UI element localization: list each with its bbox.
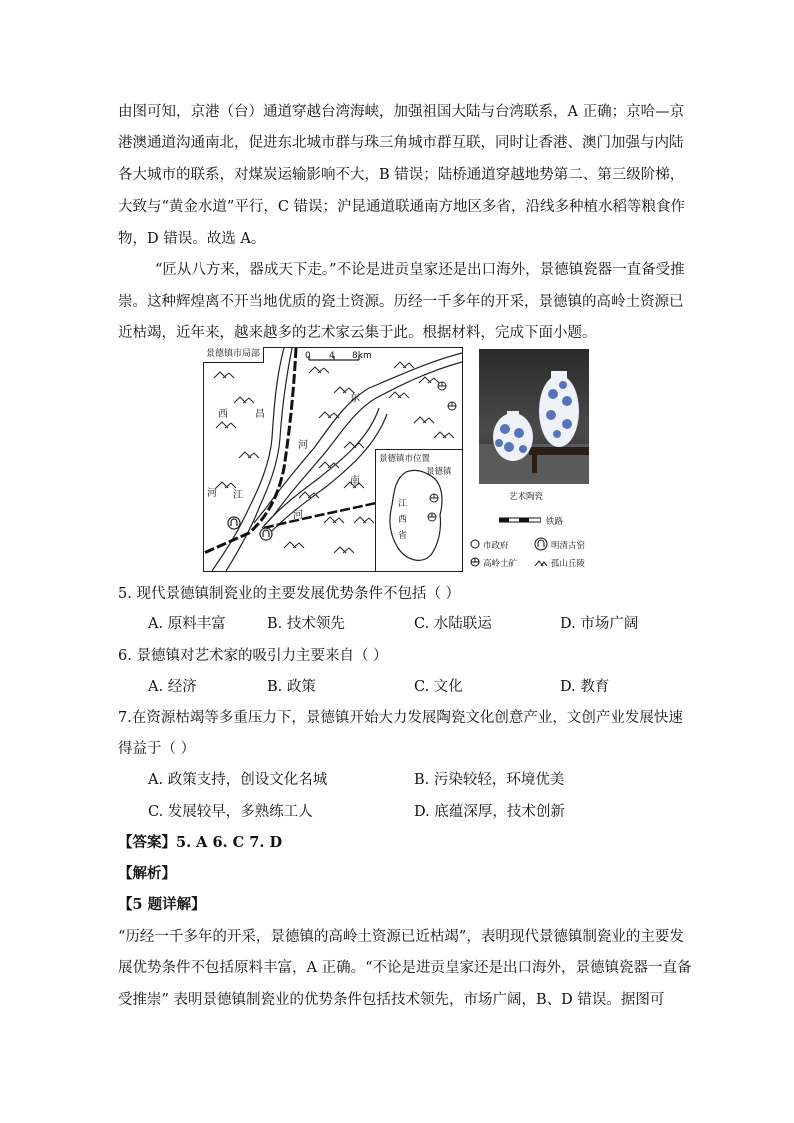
text-line: 由图可知，京港（台）通道穿越台湾海峡，加强祖国大陆与台湾联系，A 正确；京哈—京	[118, 104, 685, 120]
photo-caption: 艺术陶瓷	[509, 492, 544, 502]
place-label: 昌	[255, 409, 265, 420]
text-line: “匠从八方来，器成天下走。”不论是进贡皇家还是出口海外，景德镇瓷器一直备受推	[155, 262, 685, 278]
place-label: 江	[233, 490, 243, 501]
ancient-kiln-icon	[534, 537, 548, 551]
text-line: 港澳通道沟通南北，促进东北城市群与珠三角城市群互联，同时让香港、澳门加强与内陆	[118, 135, 684, 151]
place-label: 河	[298, 440, 308, 451]
question-5-option-a: A. 原料丰富	[148, 616, 226, 632]
text-line: 展优势条件不包括原料丰富，A 正确。“不论是进贡皇家还是出口海外，景德镇瓷器一直备	[118, 960, 692, 976]
question-7-stem: 7.在资源枯竭等多重压力下，景德镇开始大力发展陶瓷文化创意产业，文创产业发展快速	[118, 710, 683, 726]
scale-label: 0	[305, 351, 311, 361]
inset-province-char: 江	[398, 499, 408, 509]
text-line: 崇。这种辉煌离不开当地优质的瓷土资源。历经一千多年的开采，景德镇的高岭土资源已	[118, 294, 684, 310]
kaolin-mine-icon	[470, 557, 480, 567]
map-title: 景德镇市局部	[203, 347, 264, 363]
detail-label: 【5 题详解】	[118, 896, 206, 913]
place-label: 西	[218, 409, 228, 420]
vase-image	[479, 349, 589, 484]
text-line: 物，D 错误。故选 A。	[118, 231, 266, 247]
railway-legend-icon	[499, 517, 541, 523]
legend-government: 市政府	[483, 541, 509, 551]
legend-kaolin-mine: 高岭土矿	[483, 559, 518, 569]
text-line: “历经一千多年的开采，景德镇的高岭土资源已近枯竭”，表明现代景德镇制瓷业的主要发	[118, 929, 684, 945]
location-inset	[375, 449, 462, 571]
text-line: 近枯竭，近年来，越来越多的艺术家云集于此。根据材料，完成下面小题。	[118, 325, 597, 341]
legend-ancient-kiln: 明清古窑	[551, 541, 586, 551]
question-7-stem-cont: 得益于（ ）	[118, 741, 196, 757]
scale-label: 4	[329, 351, 335, 361]
text-line: 各大城市的联系，对煤炭运输影响不大，B 错误；陆桥通道穿越地势第二、第三级阶梯，	[118, 167, 685, 183]
place-label: 东	[350, 393, 360, 404]
text-line: 受推崇” 表明景德镇制瓷业的优势条件包括技术领先，市场广阔，B、D 错误。据图可	[118, 992, 665, 1008]
text-line: 大致与“黄金水道”平行，C 错误；沪昆通道联通南方地区多省，沿线多种植水稻等粮食作	[118, 199, 686, 215]
legend-railway: 铁路	[546, 517, 564, 527]
question-5-stem: 5. 现代景德镇制瓷业的主要发展优势条件不包括（ ）	[118, 586, 461, 602]
analysis-label: 【解析】	[118, 865, 176, 882]
place-label: 河	[293, 510, 303, 521]
legend-hills: 孤山丘陵	[551, 559, 586, 569]
ceramic-photo	[479, 349, 589, 484]
place-label: 河	[207, 488, 217, 499]
scale-label: 8km	[352, 351, 372, 361]
question-7-option-b: B. 污染较轻，环境优美	[414, 772, 565, 788]
inset-province-char: 西	[398, 515, 408, 525]
inset-city: 景德镇	[426, 467, 452, 477]
question-5-option-b: B. 技术领先	[267, 616, 345, 632]
hills-icon	[534, 557, 548, 567]
answer-line: 【答案】5. A 6. C 7. D	[118, 834, 283, 851]
inset-title: 景德镇市位置	[379, 454, 431, 464]
question-5-option-c: C. 水陆联运	[414, 616, 492, 632]
government-icon	[470, 539, 480, 549]
inset-province-char: 省	[398, 531, 408, 541]
question-6-option-d: D. 教育	[560, 679, 610, 695]
question-7-option-d: D. 底蕴深厚，技术创新	[414, 804, 565, 820]
question-6-stem: 6. 景德镇对艺术家的吸引力主要来自（ ）	[118, 648, 388, 664]
question-6-option-c: C. 文化	[414, 679, 463, 695]
question-7-option-c: C. 发展较早，多熟练工人	[148, 804, 313, 820]
question-5-option-d: D. 市场广阔	[560, 616, 639, 632]
question-6-option-b: B. 政策	[267, 679, 316, 695]
question-6-option-a: A. 经济	[148, 679, 197, 695]
question-7-option-a: A. 政策支持，创设文化名城	[148, 772, 328, 788]
place-label: 南	[350, 476, 360, 487]
